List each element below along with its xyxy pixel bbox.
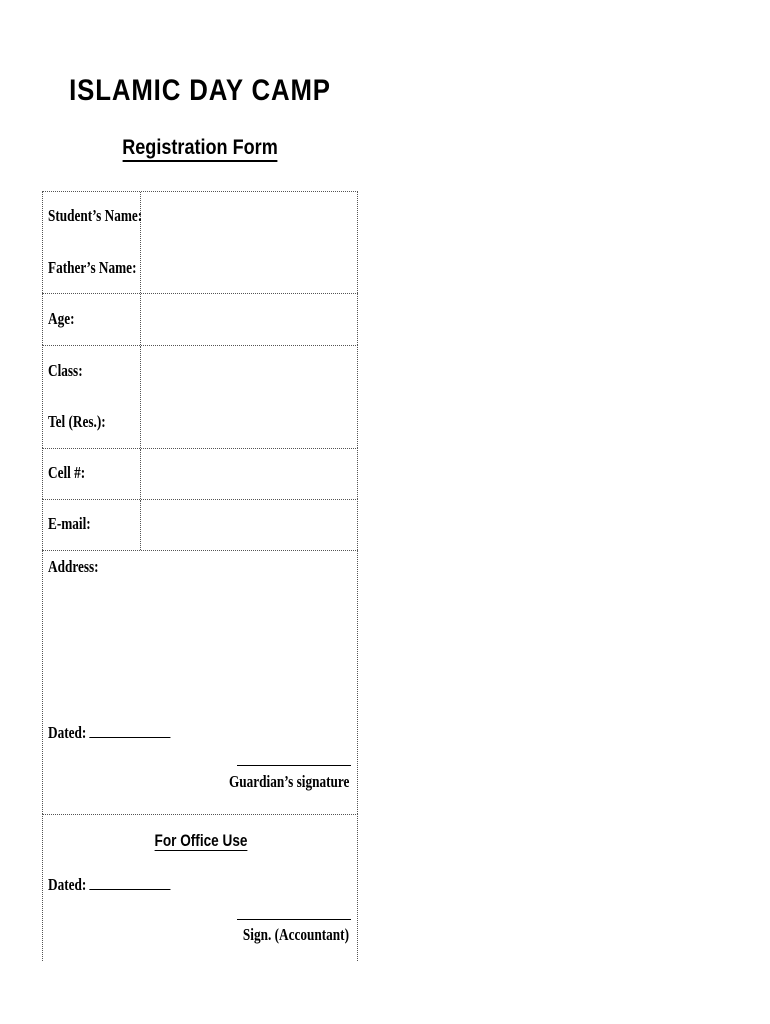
class-label: Class: (48, 361, 83, 380)
accountant-signature-line (237, 919, 351, 920)
class-tel-row (42, 345, 358, 448)
column-divider (140, 294, 141, 345)
guardian-signature-label: Guardian’s signature (228, 772, 349, 791)
guardian-signature-line (237, 765, 351, 766)
accountant-signature-label: Sign. (Accountant) (242, 925, 349, 944)
tel-res-label: Tel (Res.): (48, 412, 106, 431)
page-title: ISLAMIC DAY CAMP (69, 74, 331, 107)
office-use-row (42, 814, 358, 961)
student-name-label: Student’s Name: (48, 206, 143, 225)
office-use-heading (75, 831, 328, 851)
email-label: E-mail: (48, 514, 91, 533)
father-name-label: Father’s Name: (48, 258, 137, 277)
email-row (42, 499, 358, 550)
age-label: Age: (48, 309, 75, 328)
dated-field (48, 723, 171, 743)
office-dated-label: Dated: (48, 875, 87, 894)
office-dated-field (48, 875, 171, 895)
address-row (42, 550, 358, 814)
dated-label: Dated: (48, 723, 87, 742)
office-dated-blank-line (89, 889, 170, 890)
office-use-heading-text: For Office Use (154, 831, 248, 850)
column-divider (140, 500, 141, 550)
names-row (42, 191, 358, 293)
age-row (42, 293, 358, 345)
column-divider (140, 449, 141, 499)
page-subtitle (28, 136, 372, 160)
cell-row (42, 448, 358, 499)
address-label: Address: (48, 557, 99, 576)
cell-label: Cell #: (48, 463, 86, 482)
column-divider (140, 346, 141, 448)
registration-form (42, 191, 358, 961)
dated-blank-line (89, 737, 170, 738)
subtitle-text: Registration Form (122, 136, 278, 162)
